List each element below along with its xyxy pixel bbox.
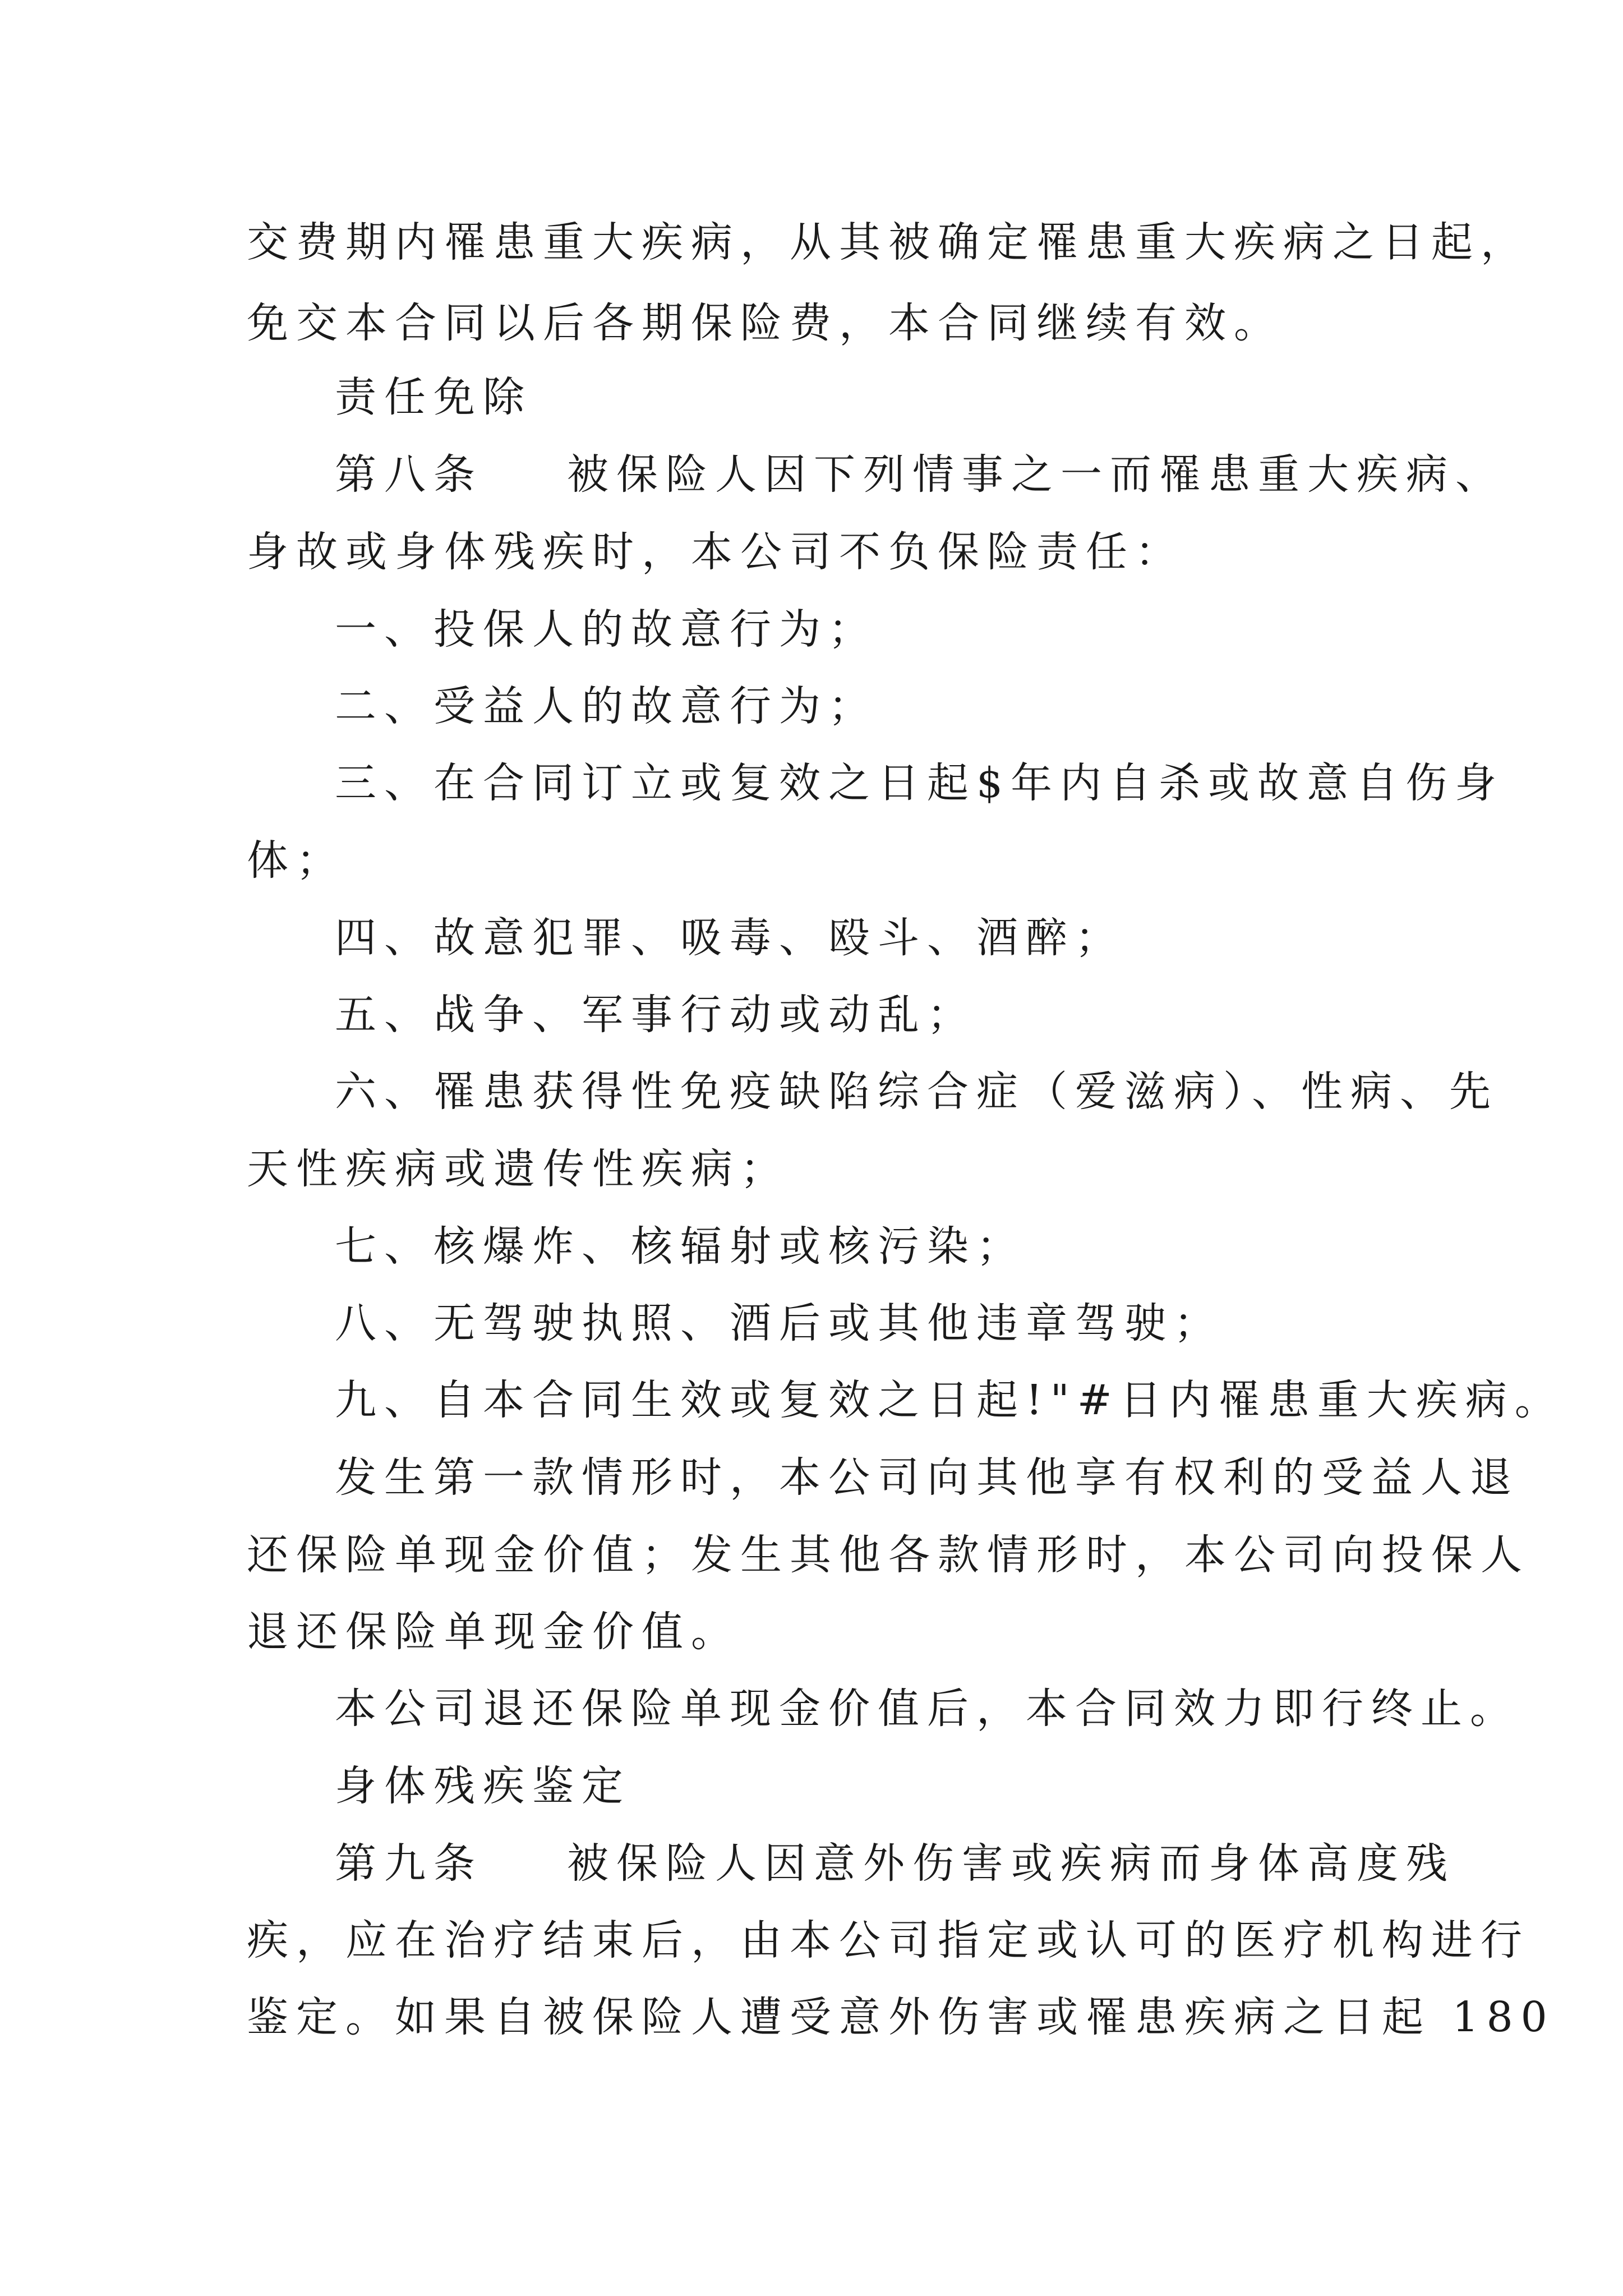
text-line: 免交本合同以后各期保险费，本合同继续有效。 bbox=[247, 299, 1283, 347]
list-item: 四、故意犯罪、吸毒、殴斗、酒醉； bbox=[335, 914, 1124, 962]
list-item: 八、无驾驶执照、酒后或其他违章驾驶； bbox=[335, 1299, 1223, 1347]
text-line: 身故或身体残疾时，本公司不负保险责任： bbox=[247, 528, 1184, 576]
list-item: 三、在合同订立或复效之日起$年内自杀或故意自伤身 bbox=[335, 759, 1505, 807]
article-number: 第九条 bbox=[335, 1839, 483, 1888]
section-heading: 责任免除 bbox=[335, 373, 532, 421]
text-line: 退还保险单现金价值。 bbox=[247, 1608, 740, 1656]
list-item: 二、受益人的故意行为； bbox=[335, 682, 878, 730]
article-text: 被保险人因下列情事之一而罹患重大疾病、 bbox=[567, 450, 1505, 499]
list-item: 五、战争、军事行动或动乱； bbox=[335, 991, 976, 1039]
text-line: 疾，应在治疗结束后，由本公司指定或认可的医疗机构进行 bbox=[247, 1916, 1530, 1964]
text-line: 天性疾病或遗传性疾病； bbox=[247, 1145, 790, 1193]
article-number: 第八条 bbox=[335, 450, 483, 499]
paragraph-line: 本公司退还保险单现金价值后，本合同效力即行终止。 bbox=[335, 1685, 1519, 1733]
list-item: 一、投保人的故意行为； bbox=[335, 605, 878, 654]
paragraph-line: 发生第一款情形时，本公司向其他享有权利的受益人退 bbox=[335, 1453, 1519, 1502]
list-item: 七、核爆炸、核辐射或核污染； bbox=[335, 1222, 1026, 1271]
text-line: 还保险单现金价值；发生其他各款情形时，本公司向投保人 bbox=[247, 1531, 1530, 1579]
list-item: 六、罹患获得性免疫缺陷综合症（爱滋病）、性病、先 bbox=[335, 1068, 1498, 1116]
list-item: 九、自本合同生效或复效之日起!"#日内罹患重大疾病。 bbox=[335, 1376, 1564, 1424]
article-line bbox=[335, 1835, 1455, 1892]
text-line: 鉴定。如果自被保险人遭受意外伤害或罹患疾病之日起 180 bbox=[247, 1993, 1555, 2041]
section-heading: 身体残疾鉴定 bbox=[335, 1762, 631, 1810]
text-line: 交费期内罹患重大疾病，从其被确定罹患重大疾病之日起， bbox=[247, 218, 1530, 266]
text-line: 体； bbox=[247, 836, 345, 885]
article-line bbox=[335, 447, 1505, 503]
article-text: 被保险人因意外伤害或疾病而身体高度残 bbox=[567, 1839, 1455, 1888]
